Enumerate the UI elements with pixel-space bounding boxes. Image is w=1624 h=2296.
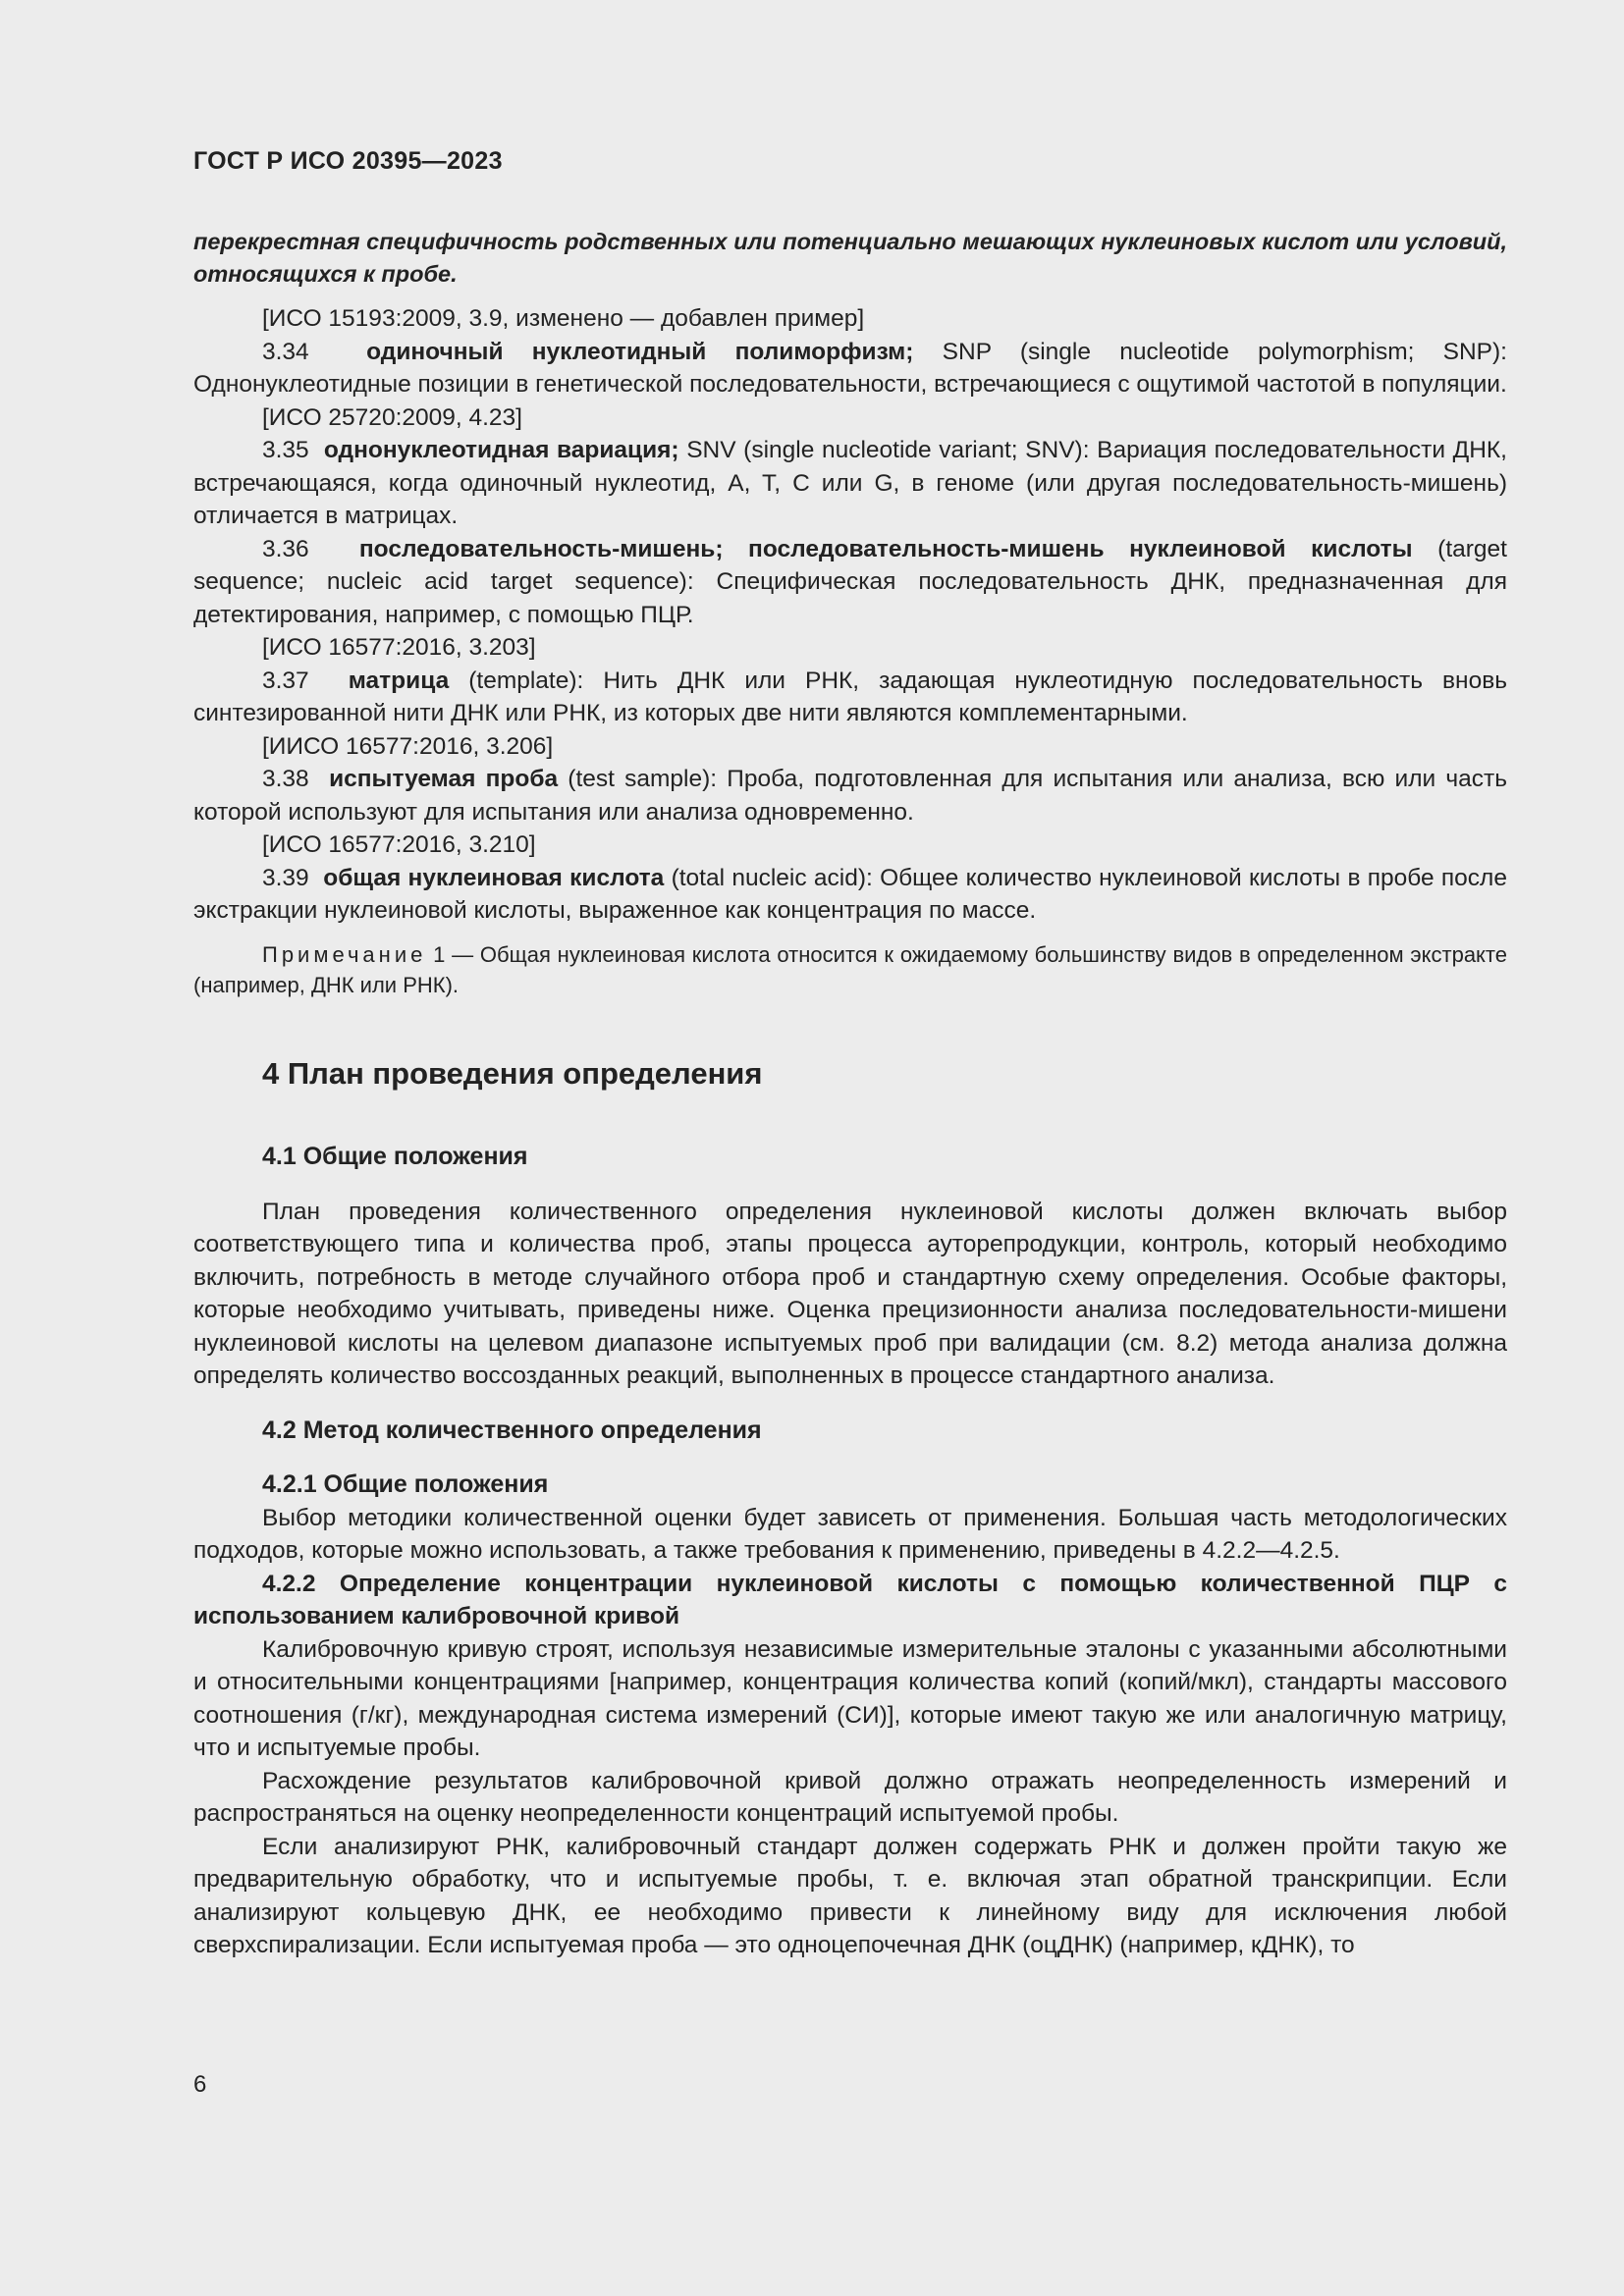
paragraph-4-2-2-b: Расхождение результатов калибровочной кривой должно отражать неопределенность измерений и распространяться на оценку неопределенности концентраций испытуемой пробы. [193, 1767, 1507, 1827]
paragraph-continuation: перекрестная специфичность родственных или потенциально мешающих нуклеиновых кислот или условий, относящихся к пробе. [193, 229, 1507, 287]
source-ref: [ИСО 16577:2016, 3.210] [262, 831, 536, 858]
document-header: ГОСТ Р ИСО 20395—2023 [193, 147, 503, 175]
paragraph-4-1: План проведения количественного определения нуклеиновой кислоты должен включать выбор соответствующего типа и количества проб, этапы процесса ауторепродукции, контроль, который необходимо включить, потребность в методе случайного отбора проб и стандартную схему определения. Особые факторы, которые необходимо учитывать, приведены ниже. Оценка прецизионности анализа последовательности-мишени нуклеиновой кислоты на целевом диапазоне испытуемых проб при валидации (см. 8.2) метода анализа должна определять количество воссозданных реакций, выполненных в процессе стандартного анализа. [193, 1198, 1507, 1389]
term-3-37: 3.37 матрица (template): Нить ДНК или РНК, задающая нуклеотидную последовательность вновь синтезированной нити ДНК или РНК, из которых две нити являются комплементарными. [193, 667, 1507, 726]
term-3-34: 3.34 одиночный нуклеотидный полиморфизм; SNP (single nucleotide polymorphism; SNP): Однонуклеотидные позиции в генетической последовательности, встречающиеся с ощутимой частотой в популяции. [193, 338, 1507, 398]
term-3-36: 3.36 последовательность-мишень; последовательность-мишень нуклеиновой кислоты (target sequence; nucleic acid target sequence): Специфическая последовательность ДНК, предназначенная для детектирования, например, с помощью ПЦР. [193, 535, 1507, 628]
paragraph-4-2-1: Выбор методики количественной оценки будет зависеть от применения. Большая часть методологических подходов, которые можно использовать, а также требования к применению, приведены в 4.2.2—4.2.5. [193, 1504, 1507, 1564]
paragraph-4-2-2-a: Калибровочную кривую строят, используя независимые измерительные эталоны с указанными абсолютными и относительными концентрациями [например, концентрация количества копий (копий/мкл), стандарты массового соотношения (г/кг), международная система измерений (СИ)], которые имеют такую же или аналогичную матрицу, что и испытуемые пробы. [193, 1635, 1507, 1761]
section-4-1-heading: 4.1 Общие положения [262, 1143, 528, 1170]
note: Примечание 1 — Общая нуклеиновая кислота относится к ожидаемому большинству видов в определенном экстракте (например, ДНК или РНК). [193, 941, 1507, 997]
document-body [193, 226, 1507, 1962]
source-ref: [ИИСО 16577:2016, 3.206] [262, 732, 554, 760]
source-ref: [ИСО 16577:2016, 3.203] [262, 634, 536, 661]
section-4-heading: 4 План проведения определения [262, 1055, 763, 1091]
page-number: 6 [193, 2071, 207, 2098]
term-3-39: 3.39 общая нуклеиновая кислота (total nucleic acid): Общее количество нуклеиновой кислоты в пробе после экстракции нуклеиновой кислоты, выраженное как концентрация по массе. [193, 864, 1507, 924]
source-ref: [ИСО 15193:2009, 3.9, изменено — добавлен пример] [262, 305, 865, 332]
paragraph-4-2-2-c: Если анализируют РНК, калибровочный стандарт должен содержать РНК и должен пройти такую же предварительную обработку, что и испытуемые пробы, т. е. включая этап обратной транскрипции. Если анализируют кольцевую ДНК, ее необходимо привести к линейному виду для исключения любой сверхспирализации. Если испытуемая проба — это одноцепочечная ДНК (оцДНК) (например, кДНК), то [193, 1833, 1507, 1958]
term-3-38: 3.38 испытуемая проба (test sample): Проба, подготовленная для испытания или анализа, всю или часть которой используют для испытания или анализа одновременно. [193, 766, 1507, 826]
section-4-2-2-heading: 4.2.2 Определение концентрации нуклеиновой кислоты с помощью количественной ПЦР с использованием калибровочной кривой [193, 1570, 1507, 1629]
source-ref: [ИСО 25720:2009, 4.23] [262, 403, 522, 431]
section-4-2-heading: 4.2 Метод количественного определения [262, 1415, 762, 1444]
section-4-2-1-heading: 4.2.1 Общие положения [262, 1470, 549, 1498]
term-3-35: 3.35 однонуклеотидная вариация; SNV (single nucleotide variant; SNV): Вариация последовательности ДНК, встречающаяся, когда одиночный нуклеотид, A, T, C или G, в геноме (или другая последовательность-мишень) отличается в матрицах. [193, 437, 1507, 529]
